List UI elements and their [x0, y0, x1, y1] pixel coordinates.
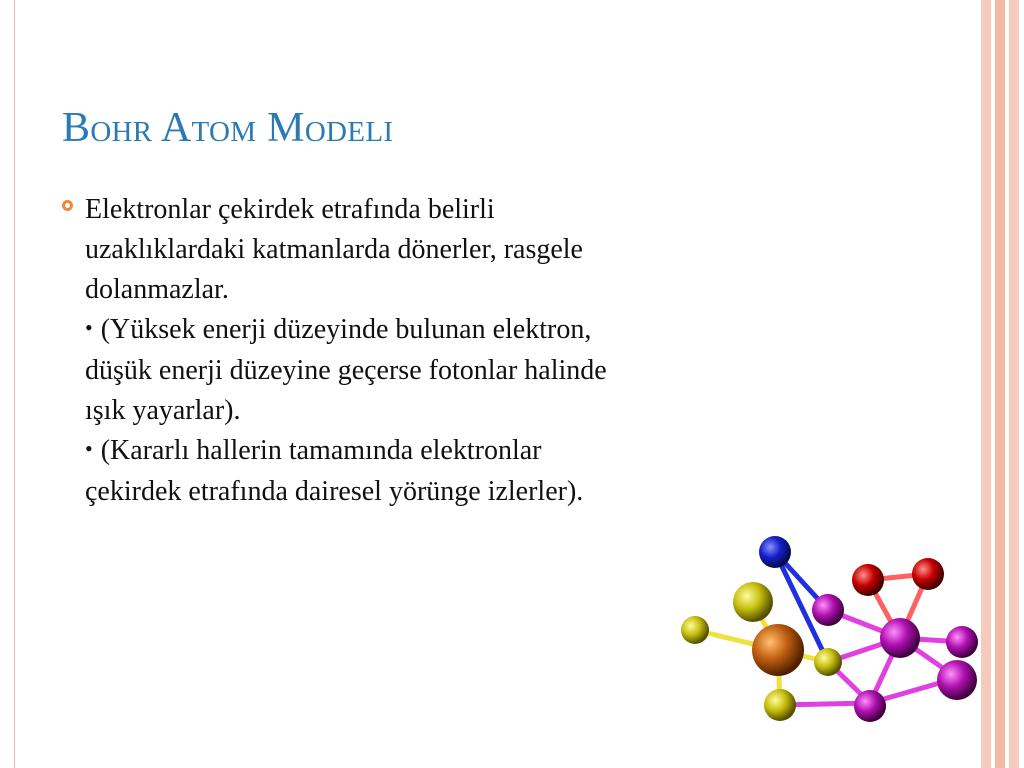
- slide-frame-left: [0, 0, 15, 768]
- slide-title: Bohr Atom Modeli: [62, 105, 394, 151]
- bullet-line: uzaklıklardaki katmanlarda dönerler, rasgele: [85, 234, 583, 265]
- subpoint-line: düşük enerji düzeyine geçerse fotonlar halinde: [85, 355, 607, 386]
- bullet-circle-icon: [62, 200, 73, 211]
- subpoint-line: ışık yayarlar).: [85, 395, 241, 426]
- bullet-item: [62, 190, 902, 512]
- subpoint-line: • (Yüksek enerji düzeyinde bulunan elektron,: [85, 314, 592, 345]
- bullet-text: [85, 190, 607, 512]
- bullet-line: Elektronlar çekirdek etrafında belirli: [85, 194, 495, 225]
- subpoint-line: • (Kararlı hallerin tamamında elektronlar: [85, 435, 542, 466]
- subpoint-line: çekirdek etrafında dairesel yörünge izlerler).: [85, 476, 584, 507]
- molecule-model-icon: [660, 520, 1000, 760]
- subpoint-bullet-icon: •: [85, 436, 93, 461]
- subpoint-bullet-icon: •: [85, 315, 93, 340]
- bullet-line: dolanmazlar.: [85, 274, 229, 305]
- slide-content: [62, 190, 902, 512]
